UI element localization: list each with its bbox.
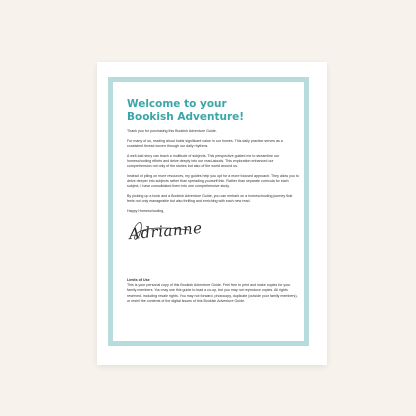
paragraph-closing: Happy Homeschooling, xyxy=(127,209,165,214)
paragraph-focused-approach: Instead of piling on more resources, my guides help you opt for a more focused approach. They allow you to delve deeper into subjects rather than spreading yourself thin. Rather than separate curricula for each subject, I have consolidated them into one comprehensive study. xyxy=(127,174,299,189)
page-title xyxy=(127,98,287,124)
signature: Adrianne xyxy=(128,218,204,244)
title-line-2: Bookish Adventure! xyxy=(127,111,245,123)
letter-body xyxy=(127,129,299,219)
page-border-frame xyxy=(108,77,309,346)
document-page xyxy=(97,62,327,365)
page-content xyxy=(119,88,298,337)
limits-heading: Limits of Use xyxy=(127,278,150,282)
paragraph-thanks: Thank you for purchasing this Bookish Adventure Guide. xyxy=(127,129,217,133)
paragraph-embark: By picking up a book and a Bookish Adventure Guide, you can embark on a homeschooling journey that feels not only manageable but also thrilling and enriching with each new read. xyxy=(127,194,293,204)
paragraph-well-told-story: A well-told story can teach a multitude of subjects. This perspective guided me to streamline our homeschooling efforts and delve deeply into our read-alouds. This exploration enhanced our comprehension not only of the stories but also of the world around us. xyxy=(127,153,280,169)
paragraph-reading-aloud: For many of us, reading aloud holds significant value in our homes. This daily practice serves as a consistent thread woven through our daily rhythms. xyxy=(127,138,283,148)
limits-of-use xyxy=(127,278,299,304)
limits-text: This is your personal copy of this Bookish Adventure Guide. Feel free to print and make copies for your family members. You may use this guide to lead a co-op, but you may not reproduce copies. All rights reserved, including resale rights. You may not forward, photocopy, duplicate (outside your family members), or resell the contents of the digital issues of this Bookish Adventure Guide. xyxy=(127,283,298,303)
title-line-1: Welcome to your xyxy=(127,98,227,110)
